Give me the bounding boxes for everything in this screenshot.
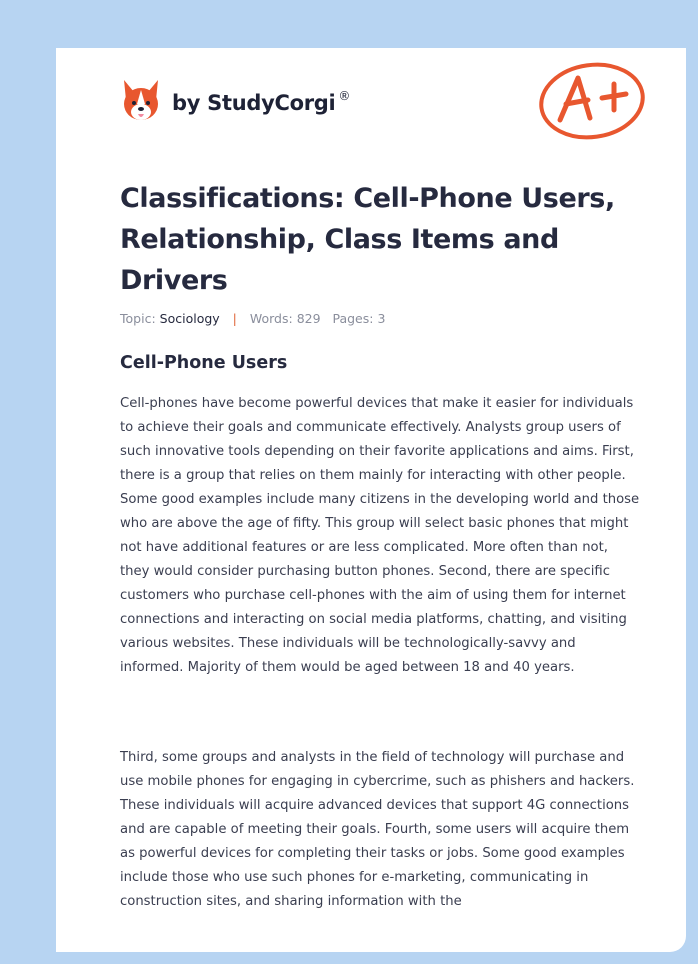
body-paragraph: Third, some groups and analysts in the field of technology will purchase and use mobile phones for engaging in cybercrime, such as phishers and hackers. These individuals will acquire advanced devices that support 4G connections and are capable of meeting their goals. Fourth, some users will acquire them as powerful devices for completing their tasks or jobs. Some good examples include those who use such phones for e-marketing, communicating in construction sites, and sharing information with the [120,750,635,909]
body-paragraph: Cell-phones have become powerful devices that make it easier for individuals to achieve their goals and communicate effectively. Analysts group users of such innovative tools depending on their favorite applications and aims. First, there is a group that relies on them mainly for interacting with other people. Some good examples include many citizens in the developing world and those who are above the age of fifty. This group will select basic phones that might not have additional features or are less complicated. More often than not, they would consider purchasing button phones. Second, there are specific customers who purchase cell-phones with the aim of using them for internet connections and interacting on social media platforms, chatting, and visiting various websites. These individuals will be technologically-savvy and informed. Majority of them would be aged between 18 and 40 years. [120,396,640,675]
pages-label: Pages: [332,311,374,326]
meta-separator: | [232,311,237,326]
registered-mark: ® [338,89,351,103]
document-title: Classifications: Cell-Phone Users, Relationship, Class Items and Drivers [120,183,615,296]
document-meta [120,311,385,326]
document-page [56,48,686,952]
studycorgi-logo[interactable] [120,76,350,124]
pages-count: 3 [377,311,386,326]
topic-link[interactable]: Sociology [159,311,220,326]
corgi-icon [120,76,162,124]
words-count: 829 [296,311,321,326]
a-plus-grade-icon [536,60,648,140]
words-label: Words: [249,311,293,326]
topic-label: Topic: [120,311,156,326]
brand-name [172,91,350,115]
section-heading: Cell-Phone Users [120,353,288,373]
brand-name-text: by StudyCorgi [172,91,336,115]
